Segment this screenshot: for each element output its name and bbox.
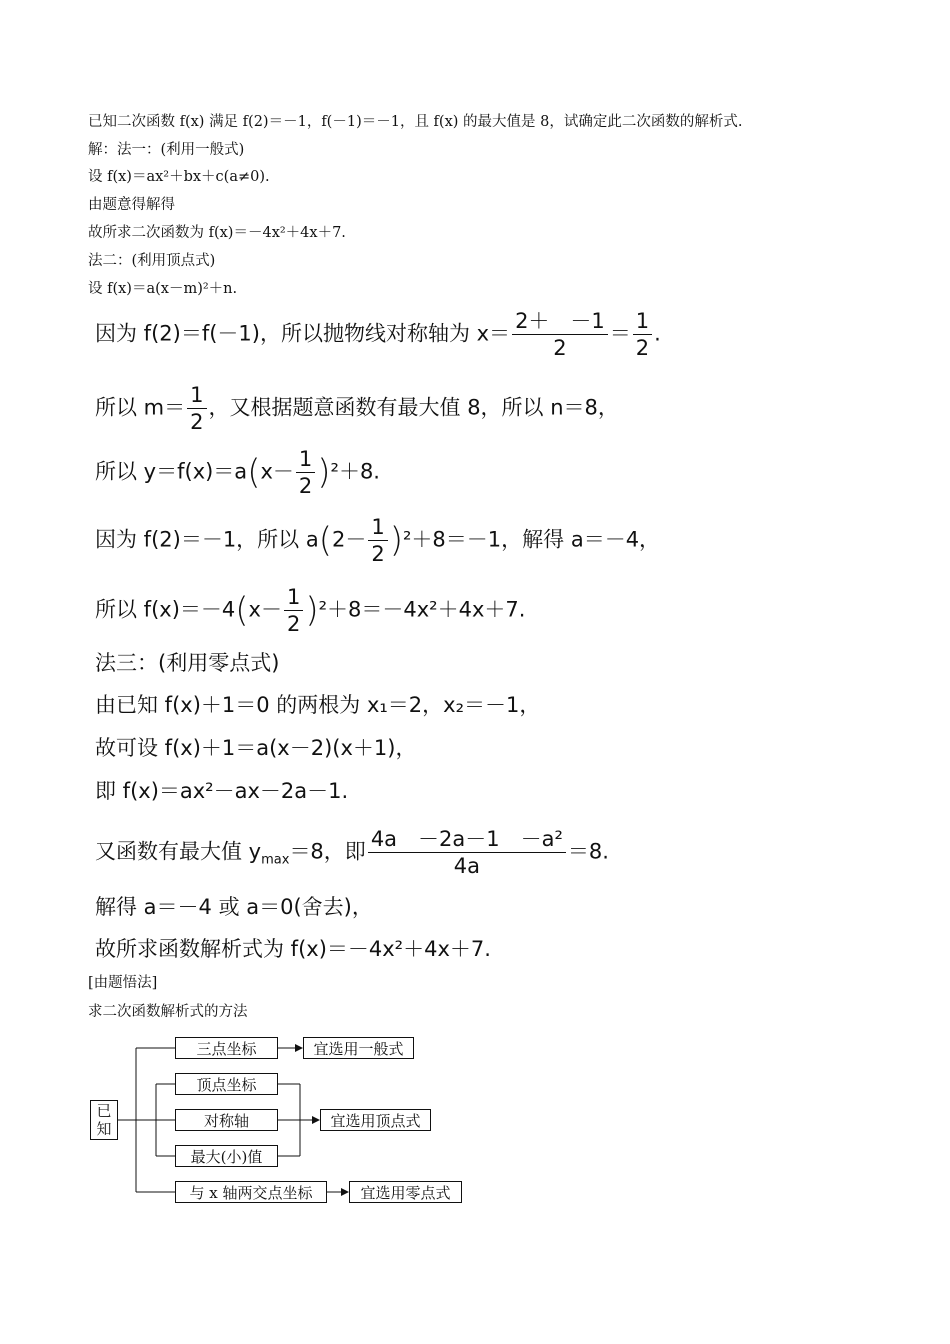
problem-statement: 已知二次函数 f(x) 满足 f(2)＝－1，f(－1)＝－1，且 f(x) 的最大值是 8，试确定此二次函数的解析式. bbox=[88, 114, 743, 130]
fraction: $\frac{1}{2}$ bbox=[284, 584, 303, 637]
method3-line3: 即 f(x)＝ax²－ax－2a－1. bbox=[95, 779, 349, 803]
method2-line5: 所以 f(x)＝－4(x－ $\frac{1}{2}$ )²＋8＝－4x²＋4x＋7. bbox=[95, 585, 526, 636]
fraction: $\frac{1}{2}$ bbox=[187, 382, 206, 435]
method3-line1: 由已知 f(x)＋1＝0 的两根为 x₁＝2，x₂＝－1， bbox=[95, 693, 541, 717]
diagram-root-box: 已知 bbox=[90, 1100, 118, 1140]
fraction: $\frac{1}{2}$ bbox=[633, 308, 652, 361]
method3-title: 法三：(利用零点式) bbox=[95, 651, 280, 675]
insight-label: [由题悟法] bbox=[88, 975, 158, 991]
fraction: $\frac{2+ -1}{2}$ bbox=[512, 308, 608, 361]
method3-line2: 故可设 f(x)＋1＝a(x－2)(x＋1)， bbox=[95, 736, 417, 760]
method2-setup: 设 f(x)＝a(x－m)²＋n. bbox=[88, 281, 238, 297]
box-vertex: 顶点坐标 bbox=[175, 1073, 278, 1095]
method3-line6: 故所求函数解析式为 f(x)＝－4x²＋4x＋7. bbox=[95, 937, 491, 961]
box-three-points: 三点坐标 bbox=[175, 1037, 278, 1059]
method2-title: 法二：(利用顶点式) bbox=[88, 253, 216, 269]
method2-line4: 因为 f(2)＝－1，所以 a(2－ $\frac{1}{2}$ )²＋8＝－1，解得 a＝－4， bbox=[95, 515, 661, 566]
result-vertex-form: 宜选用顶点式 bbox=[320, 1109, 431, 1131]
method1-solve: 由题意得解得 bbox=[88, 197, 175, 213]
solution-label: 解：法一：(利用一般式) bbox=[88, 142, 245, 158]
fraction: $\frac{1}{2}$ bbox=[296, 446, 315, 499]
method3-line5: 解得 a＝－4 或 a＝0(舍去)， bbox=[95, 895, 373, 919]
insight-title: 求二次函数解析式的方法 bbox=[88, 1004, 248, 1020]
box-axis: 对称轴 bbox=[175, 1109, 278, 1131]
fraction: $\frac{\text{4a －2a－1 －a²}}{4a}$ bbox=[368, 826, 566, 879]
method3-line4: 又函数有最大值 $y_{max}=8$，即 $\frac{\text{4a －2a－1 －a²}}{4a}$ ＝8. bbox=[95, 827, 609, 878]
box-extreme: 最大(小)值 bbox=[175, 1145, 278, 1167]
result-general-form: 宜选用一般式 bbox=[303, 1037, 414, 1059]
fraction: $\frac{1}{2}$ bbox=[368, 514, 387, 567]
method2-line1: 因为 f(2)＝f(－1)，所以抛物线对称轴为 x＝ $\frac{2+ -1}{2}$ ＝ $\frac{1}{2}$ . bbox=[95, 309, 661, 360]
result-zero-form: 宜选用零点式 bbox=[349, 1181, 462, 1203]
method2-line3: 所以 y＝f(x)＝a(x－ $\frac{1}{2}$ )²＋8. bbox=[95, 447, 380, 498]
box-roots: 与 x 轴两交点坐标 bbox=[175, 1181, 327, 1203]
method1-setup: 设 f(x)＝ax²＋bx＋c(a≠0). bbox=[88, 169, 270, 185]
method1-result: 故所求二次函数为 f(x)＝－4x²＋4x＋7. bbox=[88, 225, 346, 241]
method2-line2: 所以 m＝ $\frac{1}{2}$ ，又根据题意函数有最大值 8，所以 n＝8， bbox=[95, 383, 619, 434]
